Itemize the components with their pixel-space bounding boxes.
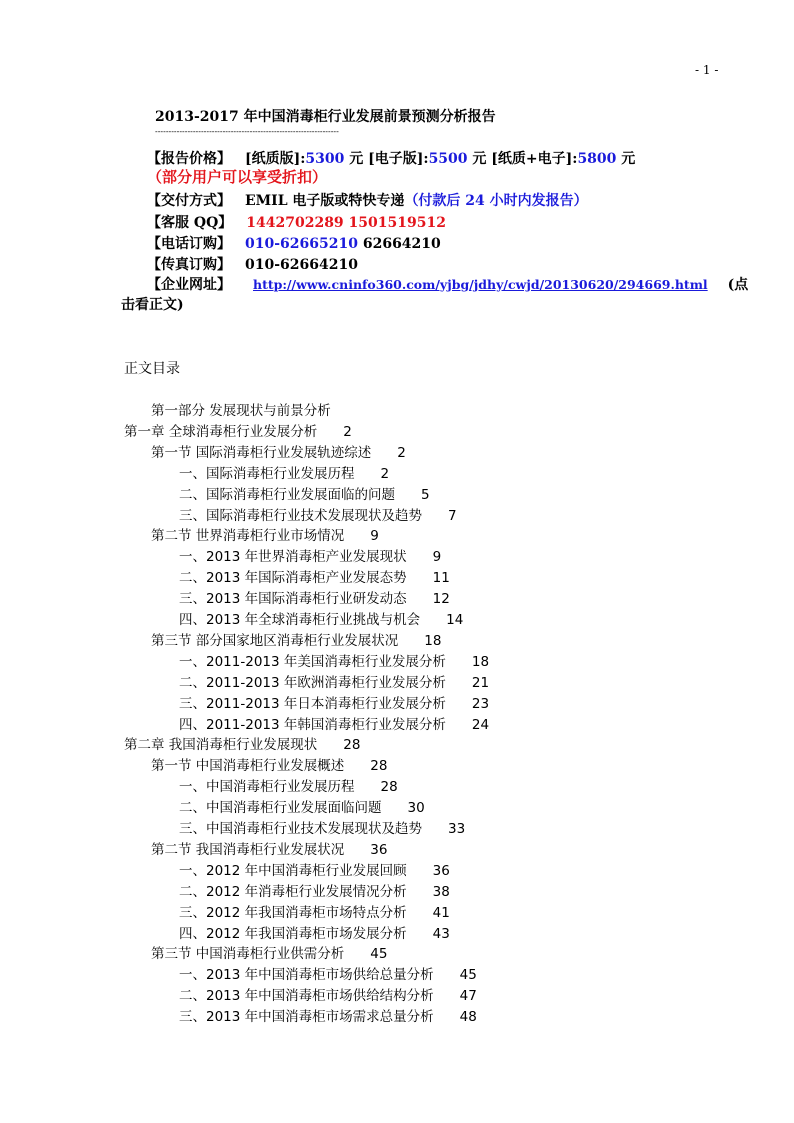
toc-entry-page: 41	[432, 904, 450, 921]
fax-value: 010-62664210	[245, 257, 358, 273]
toc-entry-title: 第一部分 发展现状与前景分析	[151, 403, 331, 419]
toc-entry[interactable]	[179, 671, 489, 691]
toc-entry-title: 第二节 我国消毒柜行业发展状况	[151, 841, 345, 858]
toc-entry[interactable]	[179, 566, 450, 586]
toc-entry[interactable]	[151, 754, 387, 774]
toc-entry-page: 36	[432, 862, 450, 879]
toc-entry-title: 二、2011-2013 年欧洲消毒柜行业发展分析	[179, 674, 446, 691]
toc-entry[interactable]	[179, 963, 477, 983]
toc-entry[interactable]	[179, 587, 450, 607]
title-underline: --------------------------------------------------------------------	[155, 128, 339, 136]
toc-entry-page: 2	[380, 465, 390, 482]
toc-entry[interactable]	[179, 880, 450, 900]
toc-entry-page: 7	[448, 507, 457, 524]
toc-entry[interactable]	[179, 859, 450, 879]
price-line: 【报告价格】 [纸质版]:5300 元 [电子版]:5500 元 [纸质+电子]:5800 元	[147, 151, 636, 167]
toc-entry-page: 24	[471, 716, 490, 733]
toc-entry[interactable]	[179, 775, 398, 795]
delivery-value: EMIL 电子版或特快专递	[245, 193, 405, 209]
toc-entry-page: 9	[432, 549, 442, 566]
both-price: 5800	[577, 151, 617, 167]
toc-entry[interactable]	[179, 504, 457, 524]
toc-entry-title: 四、2013 年全球消毒柜行业挑战与机会	[179, 612, 421, 628]
paper-label: [纸质版]:	[245, 151, 306, 167]
toc-entry-page: 11	[432, 570, 450, 587]
website-label: 【企业网址】	[147, 277, 231, 293]
toc-heading: 正文目录	[124, 361, 180, 377]
toc-entry-page: 47	[459, 988, 477, 1005]
paper-price: 5300	[305, 151, 345, 167]
price-label: 【报告价格】	[147, 151, 231, 167]
toc-entry[interactable]	[179, 1005, 477, 1025]
toc-entry-page: 14	[446, 612, 464, 628]
toc-entry-title: 一、国际消毒柜行业发展历程	[179, 465, 355, 482]
qq-line	[147, 212, 446, 232]
toc-entry[interactable]	[179, 713, 489, 733]
toc-entry[interactable]	[179, 650, 489, 670]
toc-entry-page: 18	[424, 632, 442, 649]
toc-entry-page: 43	[432, 925, 450, 942]
toc-entry[interactable]	[179, 984, 477, 1004]
toc-entry[interactable]	[124, 420, 352, 440]
toc-entry-title: 三、2013 年国际消毒柜行业研发动态	[179, 591, 407, 608]
toc-entry-title: 第一章 全球消毒柜行业发展分析	[124, 423, 318, 440]
toc-entry[interactable]	[179, 483, 430, 503]
report-title: 2013-2017 年中国消毒柜行业发展前景预测分析报告	[155, 109, 496, 125]
toc-entry[interactable]	[179, 922, 450, 942]
website-note-b: 击看正文)	[121, 297, 184, 313]
toc-entry[interactable]	[151, 942, 387, 962]
page-number: - 1 -	[695, 63, 719, 77]
toc-entry[interactable]	[179, 796, 425, 816]
toc-entry-page: 48	[459, 1009, 477, 1026]
toc-entry-page: 33	[448, 821, 466, 837]
toc-entry-title: 一、2013 年世界消毒柜产业发展现状	[179, 549, 407, 566]
toc-entry[interactable]	[179, 462, 389, 482]
toc-entry-title: 二、2013 年国际消毒柜产业发展态势	[179, 570, 407, 587]
toc-entry-title: 二、中国消毒柜行业发展面临问题	[179, 800, 382, 817]
toc-entry-title: 三、2011-2013 年日本消毒柜行业发展分析	[179, 695, 446, 712]
website-note-a: (点	[727, 277, 749, 293]
toc-entry-title: 三、2012 年我国消毒柜市场特点分析	[179, 904, 407, 921]
toc-entry[interactable]	[124, 733, 360, 753]
toc-entry[interactable]	[151, 399, 331, 419]
toc-entry[interactable]	[151, 629, 441, 649]
toc-entry-title: 一、2013 年中国消毒柜市场供给总量分析	[179, 967, 434, 984]
delivery-label: 【交付方式】	[147, 193, 231, 209]
toc-entry-title: 三、中国消毒柜行业技术发展现状及趋势	[179, 821, 422, 837]
qq-value: 1442702289 1501519512	[246, 215, 446, 231]
toc-entry[interactable]	[179, 545, 441, 565]
toc-entry-page: 28	[343, 737, 361, 754]
toc-entry-title: 第三节 部分国家地区消毒柜行业发展状况	[151, 632, 399, 649]
toc-entry-page: 21	[471, 674, 490, 691]
electronic-label: [电子版]:	[363, 151, 429, 167]
toc-entry-title: 一、2012 年中国消毒柜行业发展回顾	[179, 862, 407, 879]
toc-entry-title: 一、2011-2013 年美国消毒柜行业发展分析	[179, 653, 446, 670]
phone-line	[147, 233, 441, 253]
toc-entry-title: 一、中国消毒柜行业发展历程	[179, 779, 355, 796]
toc-entry-title: 二、2012 年消毒柜行业发展情况分析	[179, 883, 407, 900]
toc-entry[interactable]	[151, 838, 387, 858]
toc-entry-page: 12	[432, 591, 450, 608]
toc-entry[interactable]	[151, 524, 379, 544]
toc-entry-page: 36	[370, 841, 388, 858]
qq-label: 【客服 QQ】	[147, 215, 233, 231]
toc-entry-title: 三、国际消毒柜行业技术发展现状及趋势	[179, 507, 422, 524]
toc-entry[interactable]	[179, 817, 465, 837]
toc-entry-page: 2	[343, 423, 352, 440]
phone-value-black: 62664210	[357, 236, 441, 252]
toc-entry-title: 四、2012 年我国消毒柜市场发展分析	[179, 925, 407, 942]
electronic-price: 5500	[428, 151, 468, 167]
toc-entry-page: 23	[471, 695, 490, 712]
fax-line	[147, 254, 358, 274]
toc-entry-page: 28	[370, 758, 388, 775]
toc-entry-title: 二、国际消毒柜行业发展面临的问题	[179, 486, 395, 503]
toc-entry-title: 二、2013 年中国消毒柜市场供给结构分析	[179, 988, 434, 1005]
toc-entry[interactable]	[179, 901, 450, 921]
toc-entry-page: 5	[421, 486, 430, 503]
toc-entry-title: 第一节 中国消毒柜行业发展概述	[151, 758, 345, 775]
toc-entry-page: 30	[407, 800, 425, 817]
fax-label: 【传真订购】	[147, 257, 231, 273]
toc-entry-title: 第三节 中国消毒柜行业供需分析	[151, 946, 345, 963]
toc-entry-title: 第一节 国际消毒柜行业发展轨迹综述	[151, 444, 372, 461]
toc-entry-title: 四、2011-2013 年韩国消毒柜行业发展分析	[179, 716, 446, 733]
both-label: [纸质+电子]:	[486, 151, 578, 167]
toc-entry-page: 45	[370, 946, 388, 963]
toc-entry-page: 45	[459, 967, 477, 984]
toc-entry-title: 三、2013 年中国消毒柜市场需求总量分析	[179, 1009, 434, 1026]
toc-entry-page: 9	[370, 528, 379, 545]
phone-value-blue: 010-62665210	[245, 236, 358, 252]
toc-entry-page: 18	[471, 653, 490, 670]
toc-entry-title: 第二章 我国消毒柜行业发展现状	[124, 737, 318, 754]
delivery-note: （付款后 24 小时内发报告）	[404, 193, 588, 209]
website-line	[147, 274, 748, 294]
delivery-line	[147, 190, 588, 210]
website-link[interactable]: http://www.cninfo360.com/yjbg/jdhy/cwjd/20130620/294669.html	[253, 277, 708, 292]
toc-entry-page: 38	[432, 883, 450, 900]
discount-note: （部分用户可以享受折扣）	[147, 168, 328, 186]
toc-entry-page: 28	[380, 779, 398, 796]
toc-entry-title: 第二节 世界消毒柜行业市场情况	[151, 528, 345, 545]
toc-entry-page: 2	[397, 444, 406, 461]
toc-entry[interactable]	[179, 608, 463, 628]
toc-entry[interactable]	[151, 441, 406, 461]
toc-entry[interactable]	[179, 692, 489, 712]
phone-label: 【电话订购】	[147, 236, 231, 252]
